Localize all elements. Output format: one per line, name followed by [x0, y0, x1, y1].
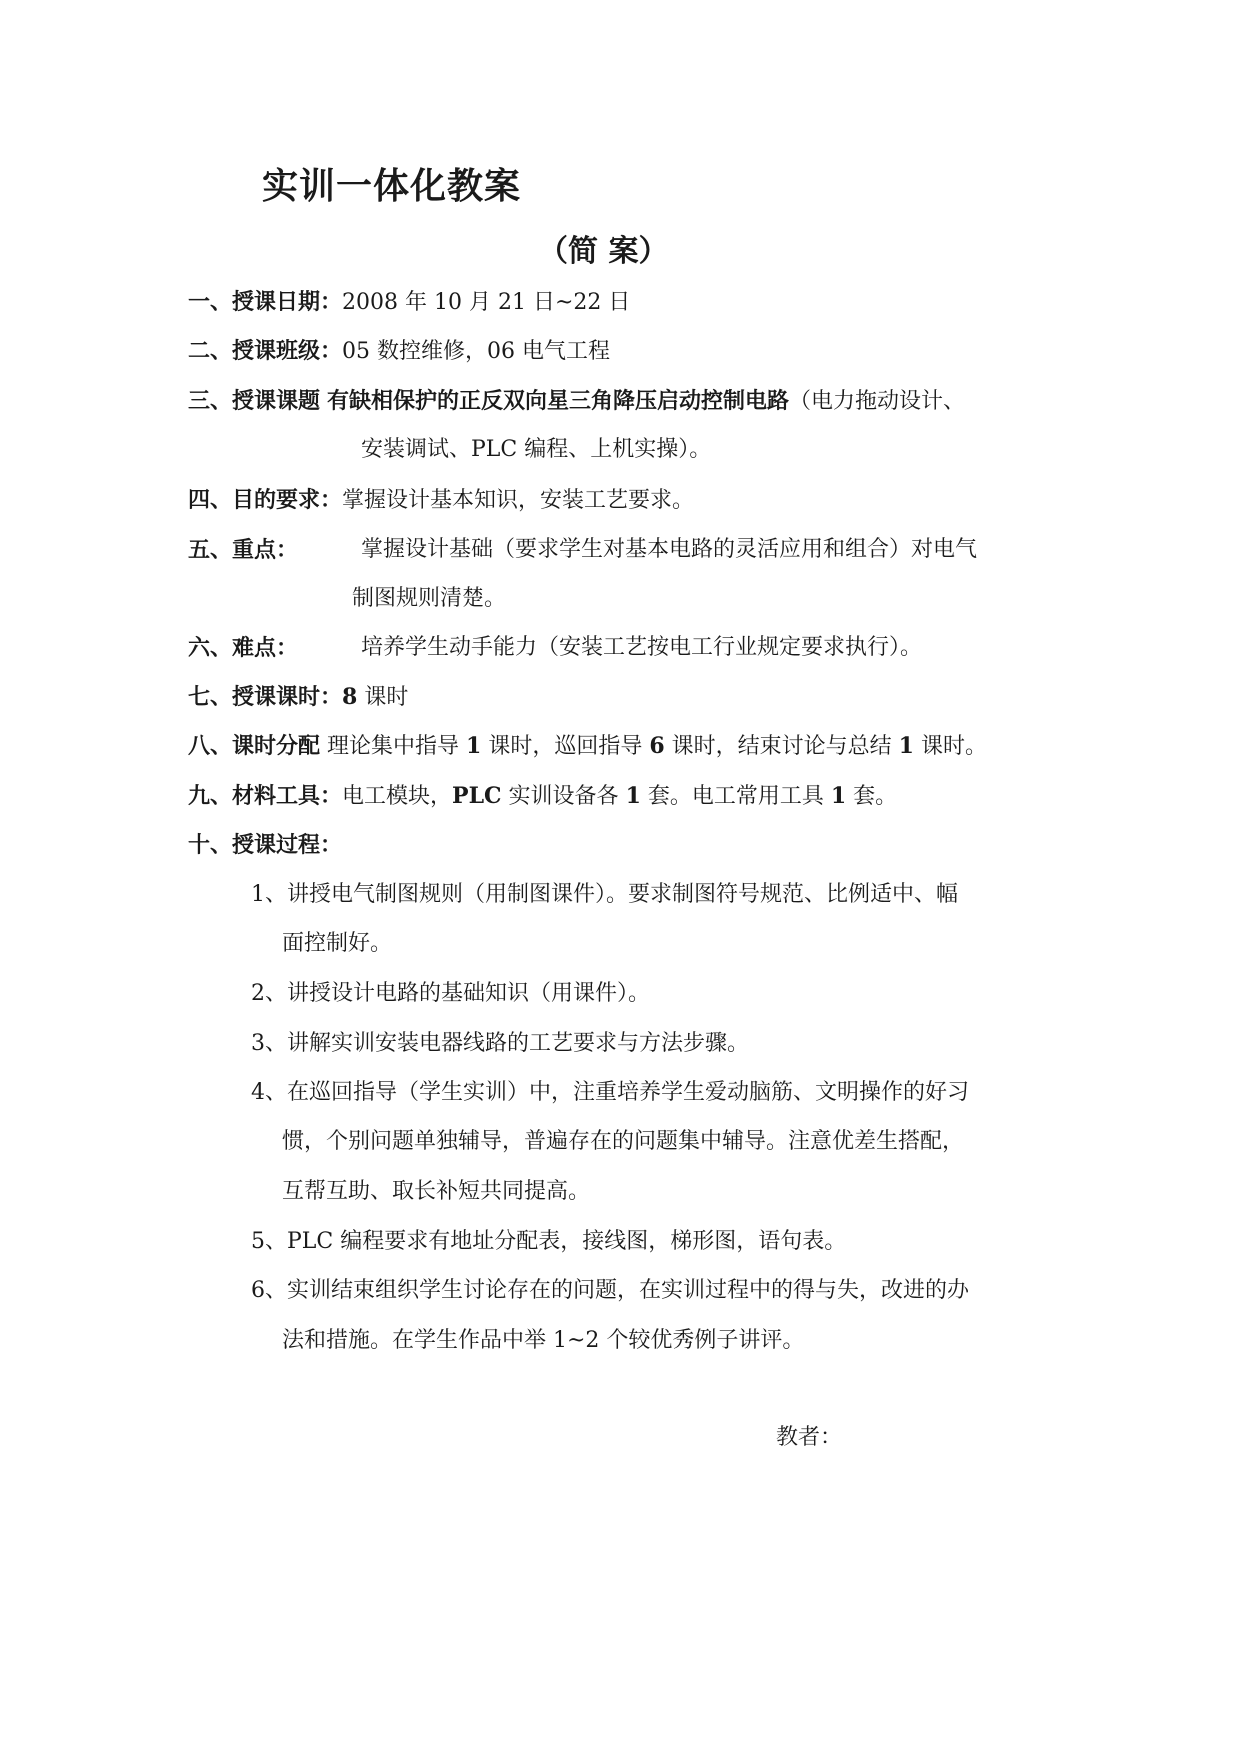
item-value: 05 数控维修，06 电气工程 [342, 339, 610, 364]
allocation-text-3: 课时，结束讨论与总结 [664, 734, 899, 759]
step-4-cont: 惯，个别问题单独辅导，普遍存在的问题集中辅导。注意优差生搭配， [282, 1129, 965, 1154]
materials-text-3: 套。电工常用工具 [640, 784, 831, 809]
item-label: 十、授课过程： [188, 832, 343, 858]
allocation-text-2: 课时，巡回指导 [481, 734, 650, 759]
item-label: 九、材料工具： [188, 783, 343, 809]
allocation-num-2: 6 [649, 733, 665, 759]
step-4-cont-2: 互帮互助、取长补短共同提高。 [282, 1179, 591, 1204]
step-2: 2、讲授设计电路的基础知识（用课件）。 [251, 981, 650, 1006]
document-subtitle: （简 案） [538, 234, 669, 269]
item-label: 三、授课课题 [188, 388, 321, 414]
item-topic [188, 386, 965, 417]
item-label: 五、重点： [188, 537, 299, 563]
step-5: 5、PLC 编程要求有地址分配表，接线图，梯形图，语句表。 [251, 1229, 847, 1254]
item-label: 二、授课班级： [188, 338, 343, 364]
item-process [188, 830, 342, 861]
teacher-signature-label: 教者： [776, 1425, 843, 1450]
item-focus-value: 掌握设计基础（要求学生对基本电路的灵活应用和组合）对电气 [361, 537, 978, 562]
materials-num-1: 1 [625, 783, 641, 809]
item-label: 六、难点： [188, 635, 299, 661]
topic-title: 有缺相保护的正反双向星三角降压启动控制电路 [327, 388, 790, 414]
item-value: 掌握设计基本知识，安装工艺要求。 [342, 488, 695, 513]
step-1: 1、讲授电气制图规则（用制图课件）。要求制图符号规范、比例适中、幅 [251, 882, 958, 907]
item-label: 一、授课日期： [188, 289, 343, 315]
allocation-text-1: 理论集中指导 [327, 734, 467, 759]
materials-text-2: 实训设备各 [501, 784, 626, 809]
item-topic-cont: 安装调试、PLC 编程、上机实操）。 [361, 437, 712, 462]
item-value: 2008 年 10 月 21 日~22 日 [342, 290, 631, 315]
step-4: 4、在巡回指导（学生实训）中，注重培养学生爱动脑筋、文明操作的好习 [251, 1080, 969, 1105]
step-6-cont: 法和措施。在学生作品中举 1~2 个较优秀例子讲评。 [282, 1328, 805, 1353]
item-goal [188, 485, 694, 516]
item-label: 七、授课课时： [188, 684, 343, 710]
item-date [188, 287, 630, 318]
item-value: 课时 [364, 685, 409, 710]
item-materials [188, 781, 897, 812]
hours-number: 8 [342, 684, 358, 710]
allocation-text-4: 课时。 [913, 734, 987, 759]
item-value: （电力拖动设计、 [789, 389, 966, 414]
step-1-cont: 面控制好。 [282, 931, 393, 956]
allocation-num-1: 1 [466, 733, 482, 759]
step-6: 6、实训结束组织学生讨论存在的问题，在实训过程中的得与失，改进的办 [251, 1278, 969, 1303]
item-label: 四、目的要求： [188, 487, 343, 513]
materials-text-1: 电工模块， [342, 784, 453, 809]
item-class [188, 336, 610, 367]
allocation-num-3: 1 [898, 733, 914, 759]
item-difficulty-value: 培养学生动手能力（安装工艺按电工行业规定要求执行）。 [361, 635, 923, 660]
materials-num-2: 1 [830, 783, 847, 809]
document-title: 实训一体化教案 [262, 165, 522, 207]
item-focus-cont: 制图规则清楚。 [352, 586, 507, 611]
materials-text-4: 套。 [846, 784, 898, 809]
step-3: 3、讲解实训安装电器线路的工艺要求与方法步骤。 [251, 1031, 749, 1056]
item-hours [188, 682, 408, 713]
item-allocation [188, 731, 987, 762]
item-label: 八、课时分配 [188, 733, 321, 759]
item-focus [188, 535, 298, 566]
materials-plc: PLC [452, 783, 502, 809]
item-difficulty [188, 633, 298, 664]
